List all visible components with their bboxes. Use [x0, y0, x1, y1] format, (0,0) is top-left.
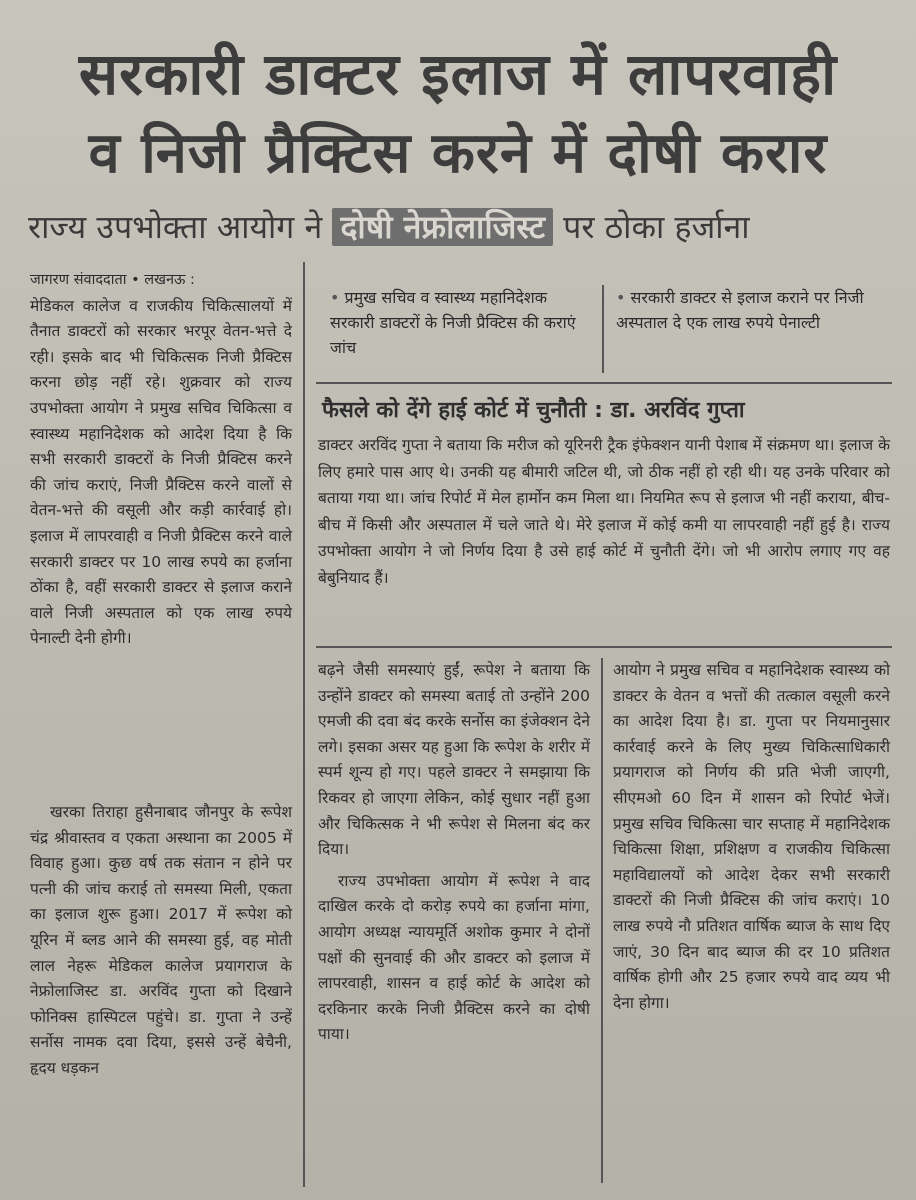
highlight-point-2 [616, 285, 878, 335]
subhead-after: पर ठोका हर्जाना [563, 208, 750, 246]
dateline: जागरण संवाददाता • लखनऊ : [30, 272, 195, 288]
highlight-point-1-text: प्रमुख सचिव व स्वास्थ्य महानिदेशक सरकारी डाक्टरों के निजी प्रैक्टिस की कराएं जांच [330, 288, 576, 357]
article-paragraph: बढ़ने जैसी समस्याएं हुईं, रूपेश ने बताया कि उन्होंने डाक्टर को समस्या बताई तो उन्होंने 200 एमजी की दवा बंद करके सर्नोस का इंजेक्शन देने लगे। इसका असर यह हुआ कि रूपेश के शरीर में स्पर्म शून्य हो गए। पहले डाक्टर ने समझाया कि रिकवर हो जाएगा लेकिन, कोई सुधार नहीं हुआ और चिकित्सक ने भी रूपेश से मिलना बंद कर दिया। [318, 661, 590, 859]
subheadline [28, 205, 888, 249]
bullet-icon: • [616, 288, 626, 307]
article-column-2 [318, 658, 590, 1048]
interview-bottom-rule [316, 646, 892, 648]
article-paragraph: राज्य उपभोक्ता आयोग में रूपेश ने वाद दाखिल करके दो करोड़ रुपये का हर्जाना मांगा, आयोग अध्यक्ष न्यायमूर्ति अशोक कुमार ने दोनों पक्षों की सुनवाई की और डाक्टर को इलाज में लापरवाही, शासन व हाई कोर्ट के आदेश को दरकिनार करके निजी प्रैक्टिस करने का दोषी पाया। [318, 871, 590, 1044]
article-column-1 [30, 268, 292, 652]
column-divider-right [601, 658, 603, 1183]
interview-top-rule [316, 382, 892, 384]
article-paragraph: खरका तिराहा हुसैनाबाद जौनपुर के रूपेश चंद्र श्रीवास्तव व एकता अस्थाना का 2005 में विवाह हुआ। कुछ वर्ष तक संतान न होने पर पत्नी की जांच कराई तो समस्या मिली, एकता का इलाज शुरू हुआ। 2017 में रूपेश को यूरिन में ब्लड आने की समस्या हुई, वह मोती लाल नेहरू मेडिकल कालेज प्रयागराज के नेफ्रोलाजिस्ट डा. अरविंद गुप्ता को दिखाने फोनिक्स हास्पिटल पहुंचे। डा. गुप्ता ने उन्हें सर्नोस नामक दवा दिया, इससे उन्हें बेचैनी, हृदय धड़कन [30, 803, 292, 1077]
subhead-before: राज्य उपभोक्ता आयोग ने [28, 208, 323, 246]
interview-body: डाक्टर अरविंद गुप्ता ने बताया कि मरीज को यूरिनरी ट्रैक इंफेक्शन यानी पेशाब में संक्रमण था। इलाज के लिए हमारे पास आए थे। उनकी यह बीमारी जटिल थी, जो ठीक नहीं हो रही थी। यह उनके परिवार को बताया गया था। जांच रिपोर्ट में मेल हार्मोन कम मिला था। नियमित रूप से इलाज भी नहीं कराया, बीच-बीच में किसी और अस्पताल में चले जाते थे। मेरे इलाज में कोई कमी या लापरवाही नहीं हुई है। राज्य उपभोक्ता आयोग ने जो निर्णय दिया है उसे हाई कोर्ट में चुनौती देंगे। जो भी आरोप लगाए गए वह बेबुनियाद हैं। [318, 436, 890, 587]
article-paragraph: आयोग ने प्रमुख सचिव व महानिदेशक स्वास्थ्य को डाक्टर के वेतन व भत्तों की तत्काल वसूली करने का आदेश दिया है। डा. गुप्ता पर नियमानुसार कार्रवाई करने के लिए मुख्य चिकित्साधिकारी प्रयागराज को निर्णय की प्रति भेजी जाएगी, सीएमओ 60 दिन में शासन को रिपोर्ट भेजें। प्रमुख सचिव चिकित्सा चार सप्ताह में महानिदेशक चिकित्सा शिक्षा, प्रशिक्षण व राजकीय चिकित्सा महाविद्यालयों को आदेश देकर सभी सरकारी डाक्टरों की निजी प्रैक्टिस की जांच कराएं। 10 लाख रुपये नौ प्रतिशत वार्षिक ब्याज के साथ दिए जाएं, 30 दिन बाद ब्याज की दर 10 प्रतिशत वार्षिक होगी और 25 हजार रुपये वाद व्यय भी देना होगा। [613, 661, 890, 1012]
column-divider-left [303, 262, 305, 1187]
headline-line-1: सरकारी डाक्टर इलाज में लापरवाही [78, 40, 838, 108]
article-column-1-continued [30, 800, 292, 1082]
highlight-point-2-text: सरकारी डाक्टर से इलाज कराने पर निजी अस्पताल दे एक लाख रुपये पेनाल्टी [616, 288, 864, 332]
highlight-point-1 [330, 285, 592, 360]
article-paragraph: मेडिकल कालेज व राजकीय चिकित्सालयों में तैनात डाक्टरों को सरकार भरपूर वेतन-भत्ते दे रही। इसके बाद भी चिकित्सक निजी प्रैक्टिस करना छोड़ नहीं रहे। शुक्रवार को राज्य उपभोक्ता आयोग ने प्रमुख सचिव चिकित्सा व स्वास्थ्य महानिदेशक को आदेश दिया है कि सभी सरकारी डाक्टरों के निजी प्रैक्टिस करने की जांच कराएं, निजी प्रैक्टिस करने वालों से वेतन-भत्ते की वसूली और कड़ी कार्रवाई हो। इलाज में लापरवाही व निजी प्रैक्टिस करने वाले सरकारी डाक्टर पर 10 लाख रुपये का हर्जाना ठोंका है, वहीं सरकारी डाक्टर से इलाज कराने वाले निजी अस्पताल को एक लाख रुपये पेनाल्टी देनी होगी। [30, 296, 292, 648]
highlight-box-divider [602, 285, 604, 373]
bullet-icon: • [330, 288, 340, 307]
interview-heading: फैसले को देंगे हाई कोर्ट में चुनौती : डा. अरविंद गुप्ता [322, 398, 745, 423]
headline-line-2: व निजी प्रैक्टिस करने में दोषी करार [88, 121, 828, 186]
subhead-highlight: दोषी नेफ्रोलाजिस्ट [332, 208, 553, 246]
article-column-3 [613, 658, 890, 1016]
